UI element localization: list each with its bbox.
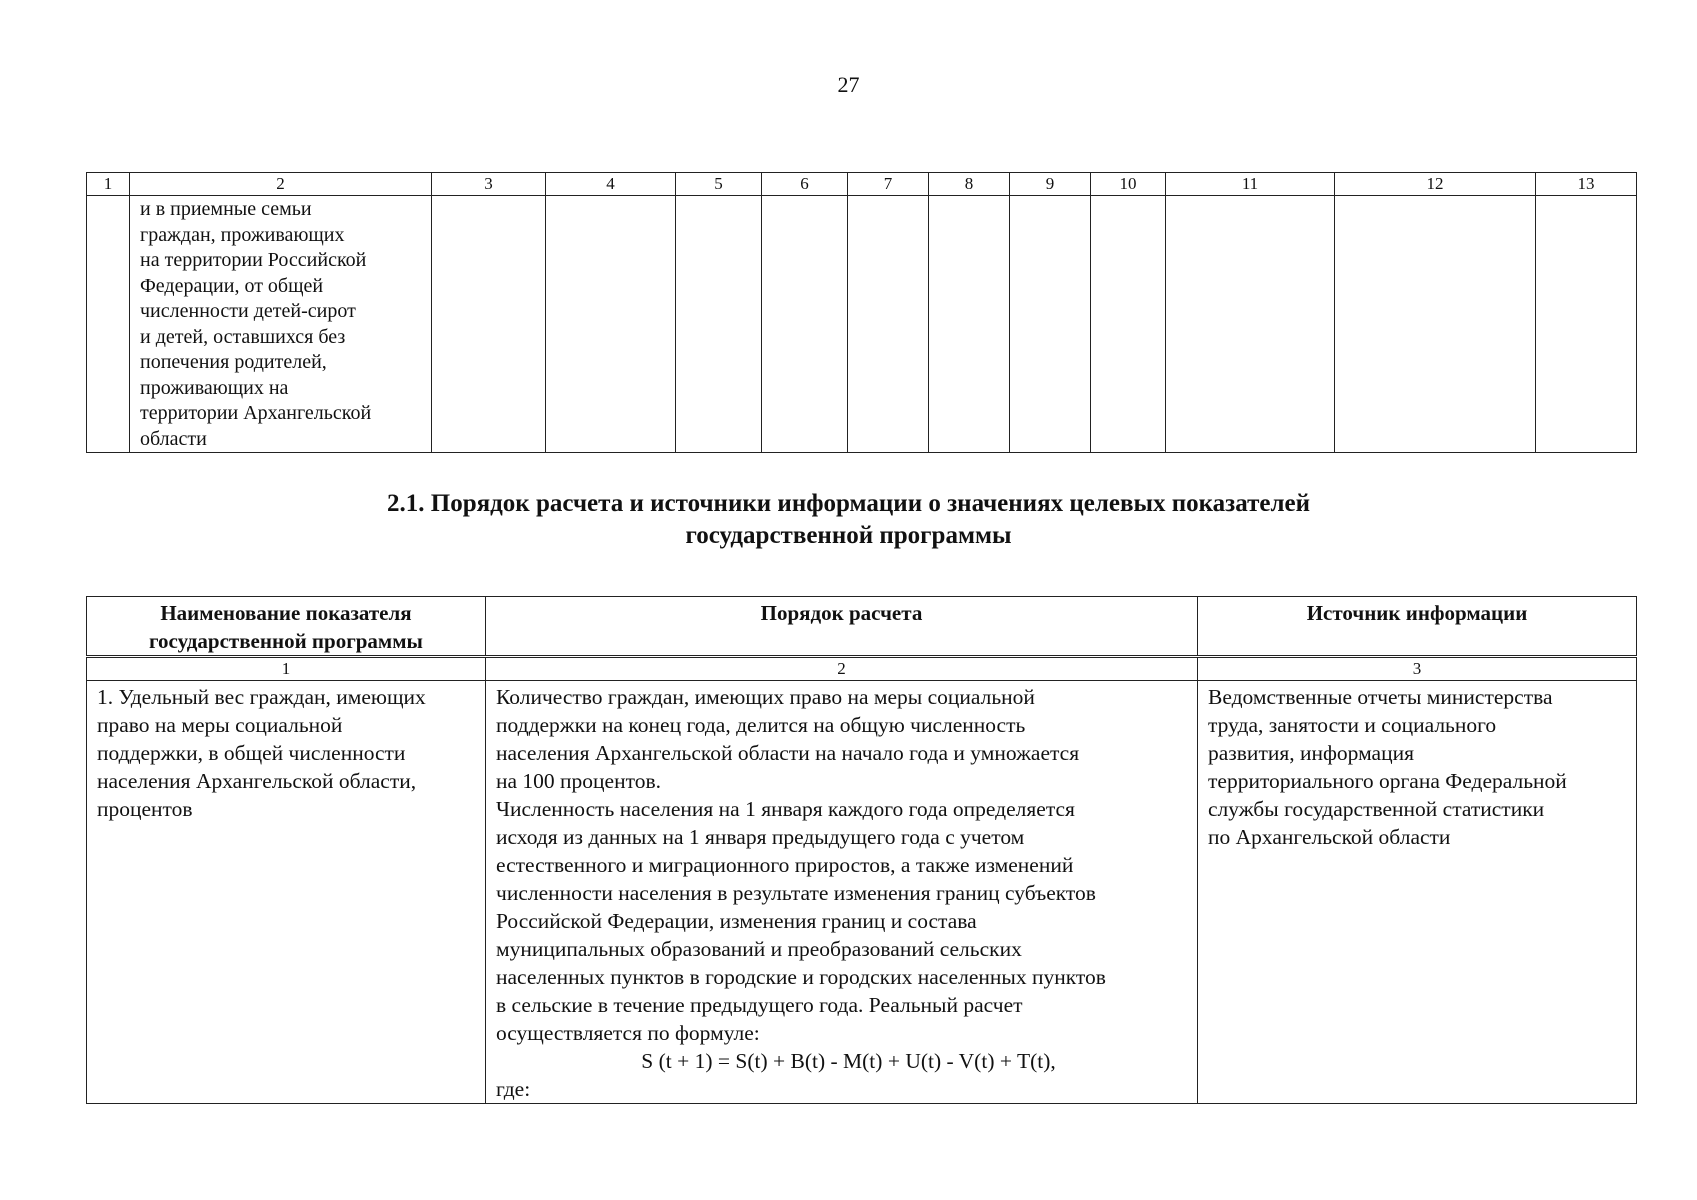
text-line: численности детей-сирот [140, 300, 356, 322]
column-number-row [87, 173, 1637, 196]
calculation-table [86, 657, 1637, 1104]
col-number: 5 [676, 173, 762, 196]
cell-empty [1166, 196, 1335, 453]
table-row [87, 196, 1637, 453]
col-number: 2 [130, 173, 432, 196]
section-title [0, 488, 1697, 552]
col-number: 12 [1335, 173, 1536, 196]
header-indicator-name [87, 597, 486, 656]
text-line: граждан, проживающих [140, 223, 345, 246]
col-number: 4 [546, 173, 676, 196]
cell-empty [848, 196, 929, 453]
text-line: проживающих на [140, 376, 289, 399]
header-information-source [1198, 597, 1637, 656]
cell-empty [929, 196, 1010, 453]
information-source-cell [1198, 681, 1637, 1104]
text-line: 1. Удельный вес граждан, имеющих [97, 685, 426, 709]
calculation-order-cell [486, 681, 1198, 1104]
cell-empty [676, 196, 762, 453]
table-row [87, 681, 1637, 1104]
text-line: осуществляется по формуле: [496, 1021, 760, 1045]
page-number: 27 [837, 72, 860, 97]
col-number: 10 [1091, 173, 1166, 196]
text-line: Количество граждан, имеющих право на меры социальной [496, 685, 1035, 709]
text-line: естественного и миграционного приростов, а также изменений [496, 853, 1074, 877]
text-line: труда, занятости и социального [1208, 713, 1497, 737]
col-number: 8 [929, 173, 1010, 196]
text-line: поддержки, в общей численности [97, 741, 406, 765]
col-number: 9 [1010, 173, 1091, 196]
text-line: службы государственной статистики [1208, 797, 1545, 821]
cell-empty [1335, 196, 1536, 453]
indicator-name-continuation [130, 196, 432, 453]
cell-empty [87, 196, 130, 453]
text-line: процентов [97, 797, 193, 821]
text-line: на 100 процентов. [496, 769, 661, 793]
text-line: попечения родителей, [140, 351, 327, 373]
column-number-row [87, 658, 1637, 681]
text-line: населения Архангельской области на начало года и умножается [496, 741, 1080, 765]
indicator-name-cell [87, 681, 486, 1104]
indicators-table-continuation [86, 172, 1637, 453]
header-line: Наименование показателя [160, 601, 412, 625]
section-title-line: государственной программы [685, 522, 1012, 549]
text-line: и детей, оставшихся без [140, 325, 346, 348]
col-number: 7 [848, 173, 929, 196]
section-title-line: 2.1. Порядок расчета и источники информации о значениях целевых показателей [387, 490, 1310, 517]
cell-empty [432, 196, 546, 453]
text-line: населенных пунктов в городские и городских населенных пунктов [496, 965, 1106, 989]
col-number: 13 [1536, 173, 1637, 196]
header-line: Порядок расчета [760, 601, 923, 625]
text-line: Численность населения на 1 января каждого года определяется [496, 797, 1075, 821]
header-line: Источник информации [1306, 601, 1528, 625]
col-number: 1 [87, 173, 130, 196]
text-line: поддержки на конец года, делится на общую численность [496, 713, 1026, 737]
text-line: численности населения в результате изменения границ субъектов [496, 881, 1096, 905]
header-row [87, 597, 1637, 656]
cell-empty [762, 196, 848, 453]
col-number: 1 [87, 658, 486, 681]
col-number: 3 [1198, 658, 1637, 681]
text-line: развития, информация [1208, 741, 1415, 765]
text-line: в сельские в течение предыдущего года. Реальный расчет [496, 993, 1023, 1017]
text-line: территории Архангельской [140, 402, 372, 424]
text-line: населения Архангельской области, [97, 769, 417, 793]
cell-empty [1536, 196, 1637, 453]
calculation-table-header [86, 596, 1637, 656]
header-line: государственной программы [149, 629, 423, 653]
col-number: 11 [1166, 173, 1335, 196]
text-line: на территории Российской [140, 249, 367, 271]
cell-empty [1010, 196, 1091, 453]
header-calculation-order [486, 597, 1198, 656]
col-number: 3 [432, 173, 546, 196]
text-line: Ведомственные отчеты министерства [1208, 685, 1553, 709]
text-line: исходя из данных на 1 января предыдущего года с учетом [496, 825, 1025, 849]
text-line: Федерации, от общей [140, 274, 324, 297]
text-line: где: [496, 1077, 531, 1101]
text-line: по Архангельской области [1208, 825, 1451, 849]
cell-empty [1091, 196, 1166, 453]
col-number: 6 [762, 173, 848, 196]
text-line: и в приемные семьи [140, 198, 312, 220]
text-line: право на меры социальной [97, 713, 343, 737]
col-number: 2 [486, 658, 1198, 681]
text-line: территориального органа Федеральной [1208, 769, 1567, 793]
text-line: области [140, 427, 207, 450]
text-line: муниципальных образований и преобразований сельских [496, 937, 1022, 961]
population-formula: S (t + 1) = S(t) + B(t) - M(t) + U(t) - V(t) + T(t), [641, 1049, 1056, 1073]
cell-empty [546, 196, 676, 453]
text-line: Российской Федерации, изменения границ и состава [496, 909, 977, 933]
